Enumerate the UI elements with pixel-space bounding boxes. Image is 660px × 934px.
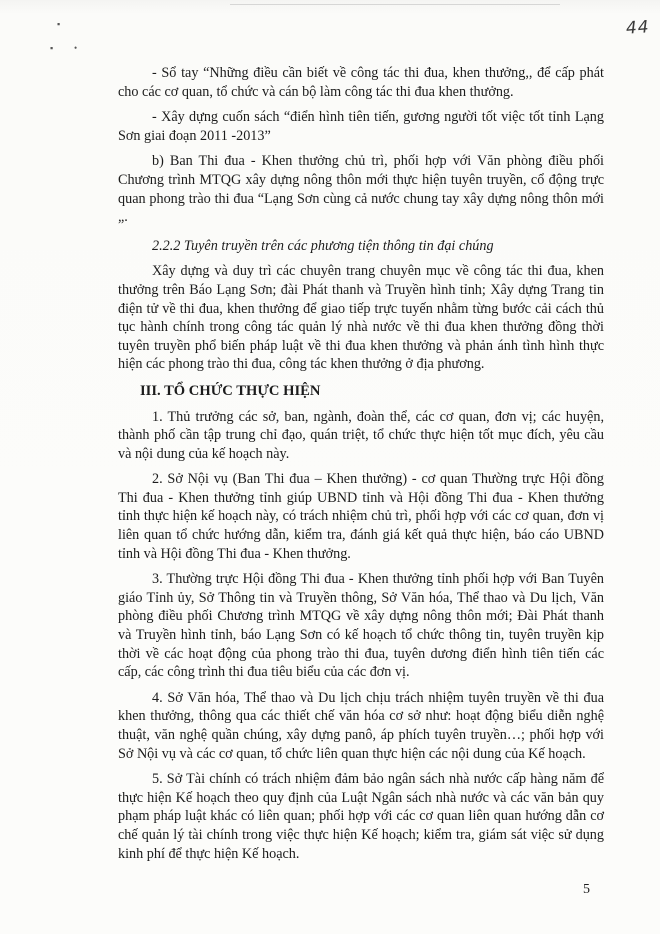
- handwritten-page-number: 44: [625, 17, 651, 39]
- corner-dot-mark: ▪: [50, 43, 54, 53]
- paragraph: - Xây dựng cuốn sách “điển hình tiên tiến, gương người tốt việc tốt tỉnh Lạng Sơn giai đoạn 2011 -2013”: [118, 109, 604, 144]
- scan-artifact-line: [230, 4, 560, 5]
- corner-dot-mark: ▪: [57, 19, 61, 29]
- paragraph: 3. Thường trực Hội đồng Thi đua - Khen thưởng tỉnh phối hợp với Ban Tuyên giáo Tỉnh ủy, Sở Thông tin và Truyền thông, Sở Văn hóa, Thể thao và Du lịch, Văn phòng điều phối Chương trình MTQG về xây dựng nông thôn mới; Đài Phát thanh và Truyền hình tỉnh, báo Lạng Sơn có kế hoạch tổ chức thông tin, tuyên truyền kịp thời về các hoạt động của phong trào thi đua, tuyên dương điển hình tiên tiến các cấp, các công trình thi đua tiêu biểu của các đơn vị.: [118, 571, 604, 681]
- paragraph: Xây dựng và duy trì các chuyên trang chuyên mục về công tác thi đua, khen thưởng trên Báo Lạng Sơn; đài Phát thanh và Truyền hình tỉnh; Xây dựng Trang tin điện tử về thi đua, khen thưởng để giao tiếp trực tuyến nhằm từng bước cải cách thủ tục hành chính trong công tác quản lý nhà nước về thi đua khen thưởng đồng thời tuyên truyền phổ biến pháp luật về thi đua khen thưởng và phản ánh tình hình thực hiện các phong trào thi đua, công tác khen thưởng ở địa phương.: [118, 263, 604, 373]
- paragraph: 1. Thủ trưởng các sở, ban, ngành, đoàn thể, các cơ quan, đơn vị; các huyện, thành phố cần tập trung chỉ đạo, quán triệt, tổ chức thực hiện tốt mục đích, yêu cầu và nội dung của kế hoạch này.: [118, 408, 604, 462]
- page-number: 5: [583, 882, 590, 897]
- section-heading: III. TỔ CHỨC THỰC HIỆN: [140, 382, 321, 399]
- subheading: 2.2.2 Tuyên truyền trên các phương tiện thông tin đại chúng: [152, 237, 494, 254]
- paragraph: 2. Sở Nội vụ (Ban Thi đua – Khen thưởng) - cơ quan Thường trực Hội đồng Thi đua - Khen thưởng tỉnh giúp UBND tỉnh và Hội đồng Thi đua - Khen thưởng tỉnh thực hiện kế hoạch này, có trách nhiệm chủ trì, phối hợp với các cơ quan, đơn vị liên quan tổ chức hướng dẫn, kiểm tra, đánh giá kết quả thực hiện, báo cáo UBND tỉnh và Hội đồng Thi đua - Khen thưởng.: [118, 471, 604, 562]
- paragraph: 5. Sở Tài chính có trách nhiệm đảm bảo ngân sách nhà nước cấp hàng năm để thực hiện Kế hoạch theo quy định của Luật Ngân sách nhà nước và các văn bản quy phạm pháp luật khác có liên quan; phối hợp với các cơ quan liên quan hướng dẫn cơ chế quản lý tài chính trong việc thực hiện Kế hoạch; kiểm tra, giám sát việc sử dụng kinh phí để thực hiện Kế hoạch.: [118, 771, 604, 862]
- document-body: [118, 64, 604, 863]
- paragraph: b) Ban Thi đua - Khen thưởng chủ trì, phối hợp với Văn phòng điều phối Chương trình MTQG xây dựng nông thôn mới thực hiện tuyên truyền, cổ động trực quan phong trào thi đua “Lạng Sơn cùng cả nước chung tay xây dựng nông thôn mới „.: [118, 153, 604, 226]
- paragraph: - Sổ tay “Những điều cần biết về công tác thi đua, khen thưởng,, để cấp phát cho các cơ quan, tổ chức và cán bộ làm công tác thi đua khen thưởng.: [118, 65, 604, 100]
- paragraph: 4. Sở Văn hóa, Thể thao và Du lịch chịu trách nhiệm tuyên truyền về thi đua khen thưởng, thông qua các thiết chế văn hóa cơ sở như: hoạt động biểu diễn nghệ thuật, văn nghệ quần chúng, xây dựng panô, áp phích tuyên truyền…; phối hợp với Sở Nội vụ và các cơ quan, tổ chức liên quan thực hiện các nội dung của Kế hoạch.: [118, 689, 604, 762]
- corner-dot-mark: •: [74, 43, 78, 53]
